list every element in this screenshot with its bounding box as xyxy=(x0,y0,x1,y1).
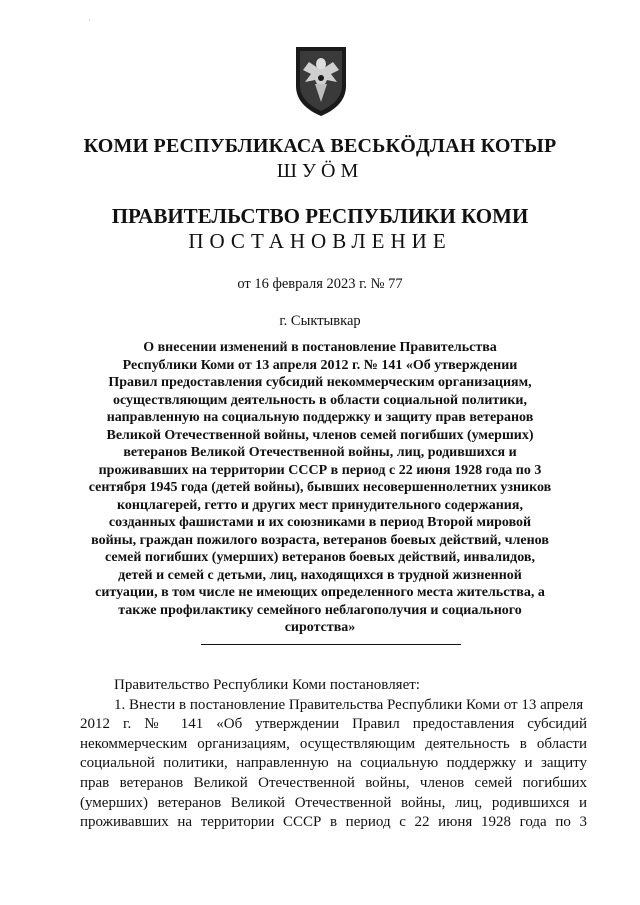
title-line: ветеранов Великой Отечественной войны, лиц, родившихся и xyxy=(123,445,517,460)
document-city: г. Сыктывкар xyxy=(279,313,361,329)
document-title xyxy=(80,339,560,637)
body-line: проживавших на территории СССР в период с 22 июня 1928 года по 3 xyxy=(80,814,587,831)
russian-title: ПРАВИТЕЛЬСТВО РЕСПУБЛИКИ КОМИ xyxy=(111,204,529,228)
title-line: концлагерей, гетто и других мест принудительного содержания, xyxy=(117,497,523,513)
body-line: 2012 г. № 141 «Об утверждении Правил предоставления субсидий xyxy=(80,716,587,733)
komi-coat-of-arms-icon xyxy=(293,44,349,118)
title-line: семей погибших (умерших) ветеранов боевых действий, инвалидов, xyxy=(105,550,535,565)
body-line: 1. Внести в постановление Правительства Республики Коми от 13 апреля xyxy=(114,696,584,713)
title-line: проживавших на территории СССР в период с 22 июня 1928 года по 3 xyxy=(98,462,542,478)
body-line: некоммерческим организациям, осуществляющим деятельность в области xyxy=(80,735,587,752)
title-line: детей и семей с детьми, лиц, находящихся в трудной жизненной xyxy=(118,567,522,583)
title-line: сиротства» xyxy=(284,620,356,635)
komi-subtitle: ШУӦМ xyxy=(276,160,364,182)
title-line: направленную на социальную поддержку и защиту прав ветеранов xyxy=(106,410,534,425)
title-line: созданных фашистами и их союзниками в период Второй мировой xyxy=(108,515,532,530)
body-preamble: Правительство Республики Коми постановляет: xyxy=(114,677,420,693)
title-line: также профилактику семейного неблагополучия и социального xyxy=(118,602,522,618)
document-date: от 16 февраля 2023 г. № 77 xyxy=(237,276,403,292)
title-line: Великой Отечественной войны, членов семей погибших (умерших) xyxy=(106,427,534,443)
body-line: прав ветеранов Великой Отечественной войны, членов семей погибших xyxy=(80,774,587,791)
title-line: Республики Коми от 13 апреля 2012 г. № 141 «Об утверждении xyxy=(122,357,518,373)
russian-subtitle: ПОСТАНОВЛЕНИЕ xyxy=(188,229,452,253)
title-line: войны, граждан пожилого возраста, ветеранов боевых действий, членов xyxy=(91,532,549,548)
title-line: сентября 1945 года (детей войны), бывших несовершеннолетних узников xyxy=(88,480,552,495)
title-line: осуществляющим деятельность в области социальной политики, xyxy=(113,392,527,408)
title-divider xyxy=(201,644,461,645)
komi-title: КОМИ РЕСПУБЛИКАСА ВЕСЬКӦДЛАН КОТЫР xyxy=(83,135,557,157)
body-line: (умерших) ветеранов Великой Отечественной войны, лиц, родившихся и xyxy=(80,794,587,811)
title-line: Правил предоставления субсидий некоммерческим организациям, xyxy=(108,375,532,390)
scan-mark: · xyxy=(88,16,91,25)
body-line: социальной политики, направленную на социальную поддержку и защиту xyxy=(80,755,587,772)
document-body xyxy=(80,676,587,833)
title-line: О внесении изменений в постановление Правительства xyxy=(143,340,497,355)
title-line: ситуации, в том числе не имеющих определенного места жительства, а xyxy=(95,585,545,600)
